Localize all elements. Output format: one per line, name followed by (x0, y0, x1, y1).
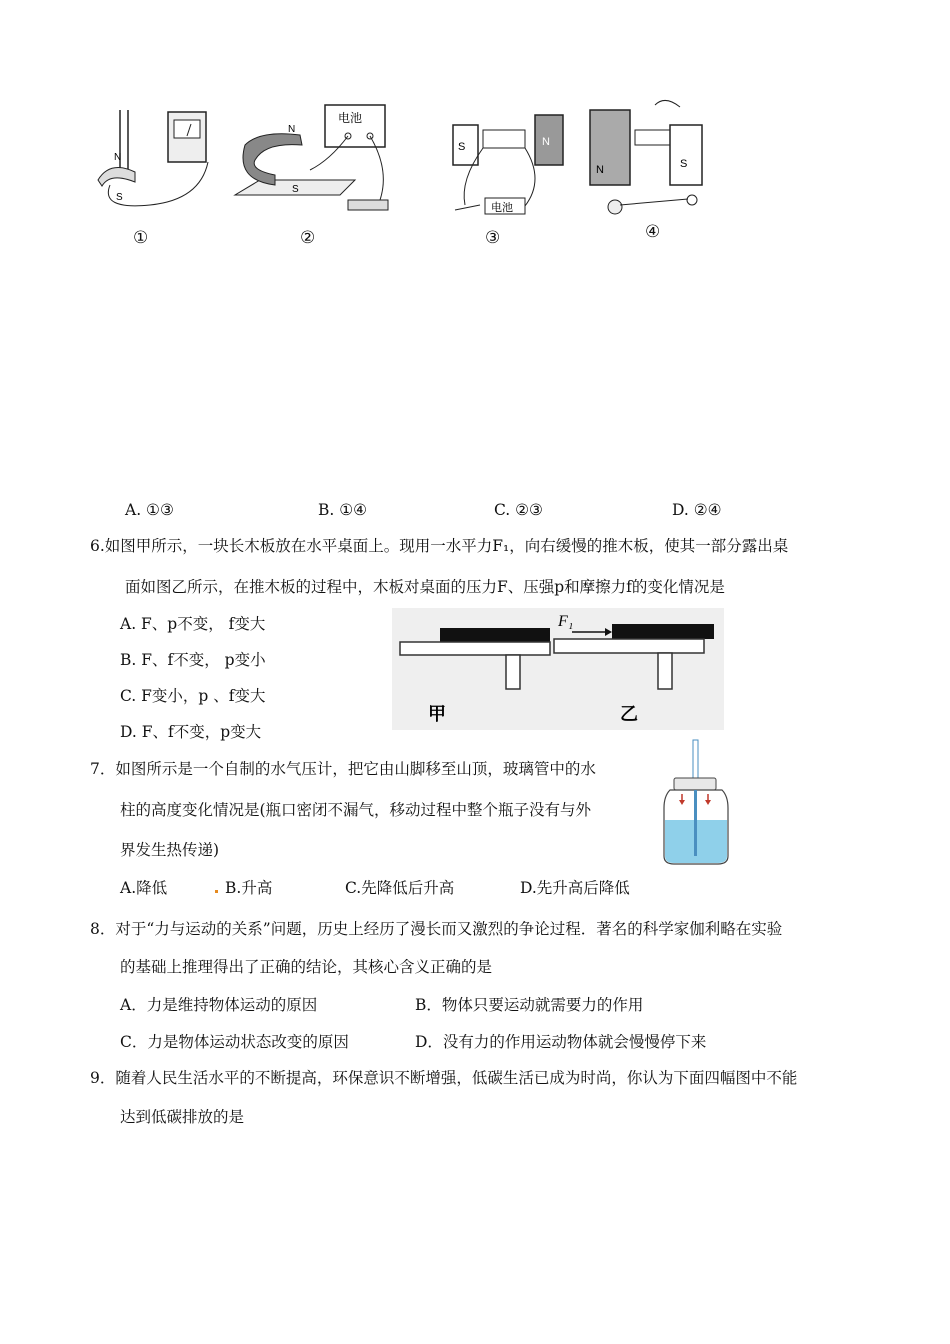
q7-stem-line2: 柱的高度变化情况是(瓶口密闭不漏气，移动过程中整个瓶子没有与外 (120, 801, 592, 819)
pole-s-label-3: S (458, 141, 466, 153)
q6-option-d: D. F、f不变，p变大 (120, 723, 262, 741)
fig-label-yi: 乙 (620, 704, 638, 725)
q8-option-a: A．力是维持物体运动的原因 (120, 996, 318, 1014)
q8-option-c: C．力是物体运动状态改变的原因 (120, 1033, 349, 1051)
q8-option-b: B．物体只要运动就需要力的作用 (415, 996, 644, 1014)
q7-option-c: C.先降低后升高 (345, 879, 455, 897)
pole-n-label-4: N (596, 164, 604, 176)
figure-label-2: ② (300, 228, 316, 248)
figure-label-4: ④ (645, 222, 661, 242)
q7-option-d: D.先升高后降低 (520, 879, 630, 897)
battery-label-3: 电池 (491, 201, 513, 214)
figure-label-3: ③ (485, 228, 501, 248)
figure-4-magnets-bulb (580, 95, 715, 220)
figure-3-magnets-battery-coil (445, 100, 570, 225)
pole-s-label: S (116, 192, 123, 203)
pole-s-label-4: S (680, 158, 688, 170)
fig-label-jia: 甲 (428, 704, 446, 725)
q7-figure-water-barometer (660, 738, 740, 868)
q6-figure-boards (392, 608, 724, 730)
figure-2-battery-magnet-rail (230, 100, 405, 220)
q6-figure-drawing (392, 608, 724, 730)
q7-stem-line1: 7．如图所示是一个自制的水气压计，把它由山脚移至山顶，玻璃管中的水 (90, 760, 596, 778)
q5-option-b: B. ①④ (318, 501, 368, 519)
q8-stem-line2: 的基础上推理得出了正确的结论，其核心含义正确的是 (120, 958, 493, 976)
figure-1-galvanometer-magnet (90, 100, 220, 210)
q5-option-c: C. ②③ (494, 501, 543, 519)
q6-option-a: A. F、p不变， f变大 (120, 615, 266, 633)
orange-dot-mark (215, 890, 218, 893)
q6-stem-line1: 6.如图甲所示，一块长木板放在水平桌面上。现用一水平力F₁，向右缓慢的推木板，使其一部分露出桌 (90, 537, 789, 555)
q7-option-b: B.升高 (225, 879, 273, 897)
pole-n-label-2: N (288, 124, 296, 135)
q9-stem-line1: 9．随着人民生活水平的不断提高，环保意识不断增强，低碳生活已成为时尚，你认为下面四幅图中不能 (90, 1069, 798, 1087)
q5-option-d: D. ②④ (672, 501, 722, 519)
q7-stem-line3: 界发生热传递) (120, 841, 220, 859)
pole-n-label-3: N (542, 136, 550, 148)
q6-option-b: B. F、f不变， p变小 (120, 651, 266, 669)
battery-label-2: 电池 (338, 111, 363, 125)
figure-label-1: ① (133, 228, 149, 248)
force-label-f1: F₁ (558, 613, 574, 630)
q6-option-c: C. F变小，p 、f变大 (120, 687, 266, 705)
pole-s-label-2: S (292, 184, 299, 195)
q9-stem-line2: 达到低碳排放的是 (120, 1108, 245, 1126)
q6-stem-line2: 面如图乙所示，在推木板的过程中，木板对桌面的压力F、压强p和摩擦力f的变化情况是 (125, 578, 725, 596)
q7-option-a: A.降低 (120, 879, 168, 897)
q8-stem-line1: 8．对于“力与运动的关系”问题，历史上经历了漫长而又激烈的争论过程．著名的科学家伽利略在实验 (90, 920, 783, 938)
q5-option-a: A. ①③ (125, 501, 174, 519)
pole-n-label: N (114, 152, 122, 163)
q8-option-d: D．没有力的作用运动物体就会慢慢停下来 (415, 1033, 707, 1051)
